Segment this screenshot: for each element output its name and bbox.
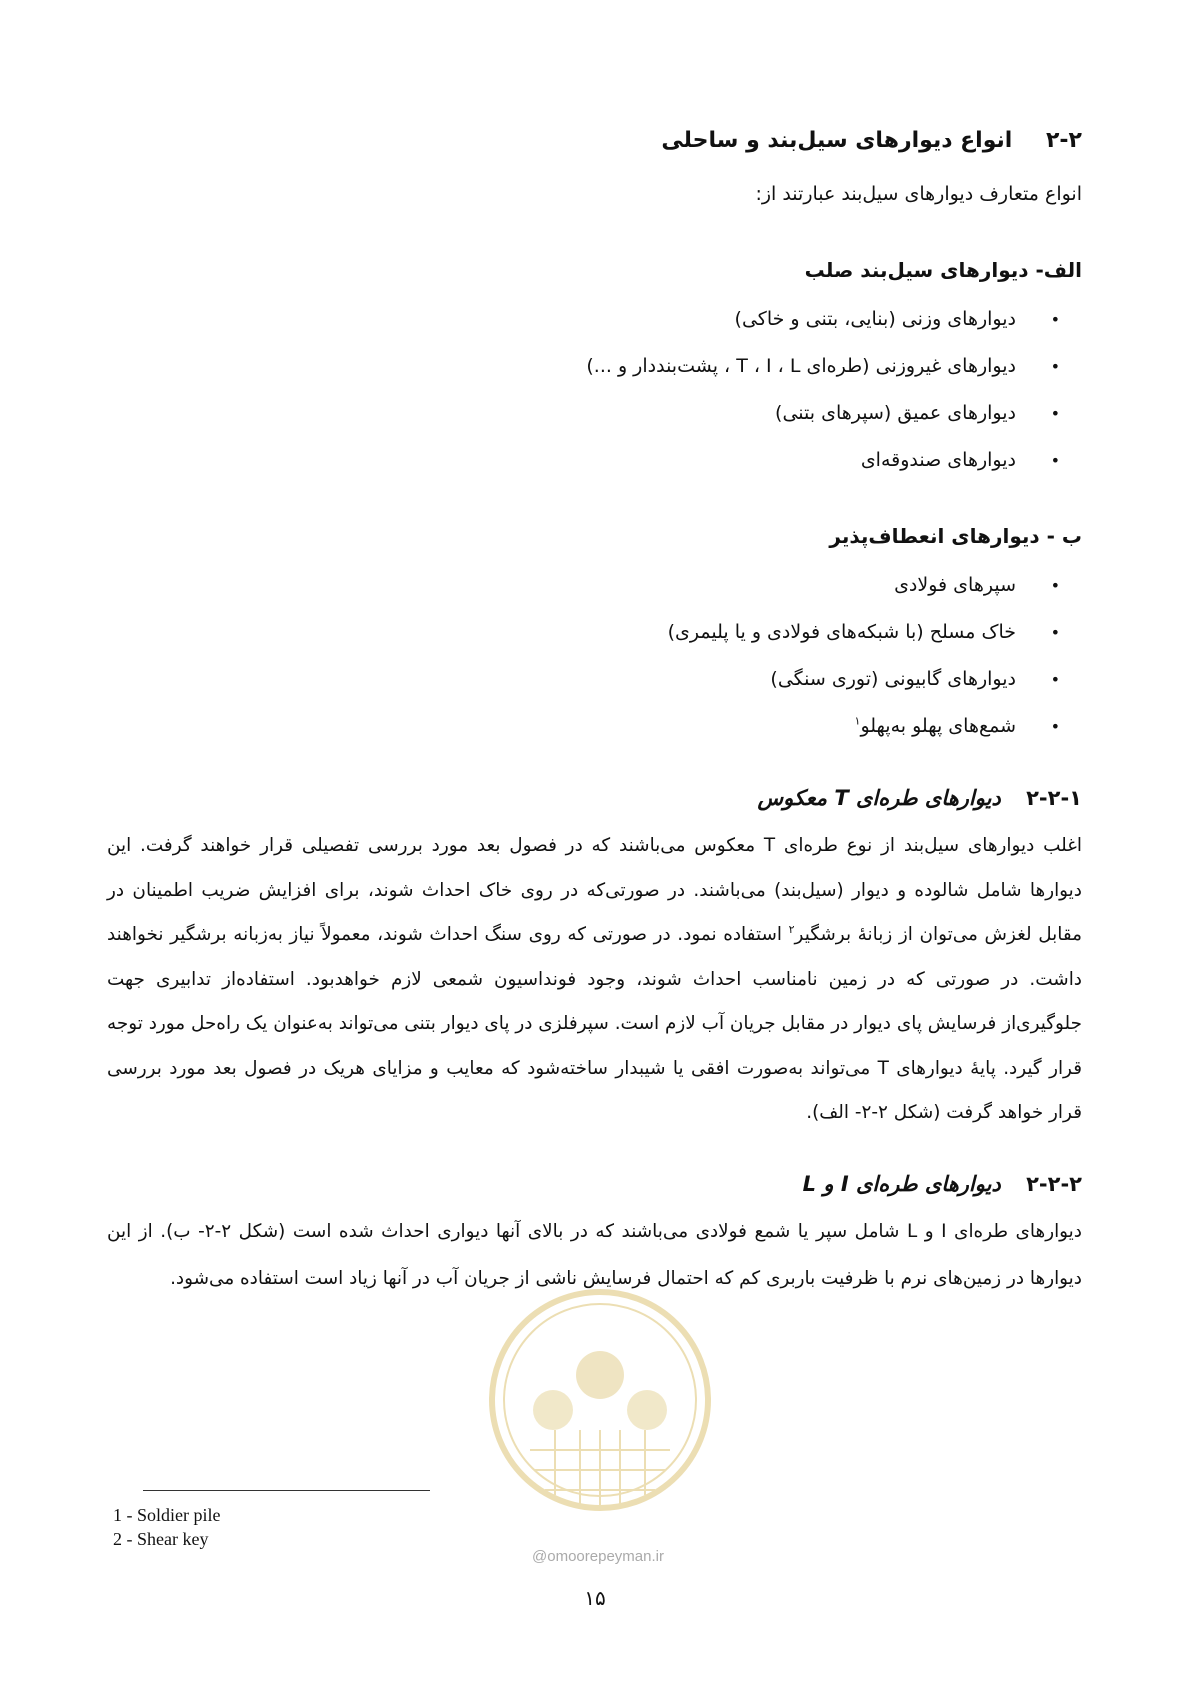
list-item	[180, 296, 1060, 343]
list-item-text: سپرهای فولادی	[894, 574, 1016, 596]
watermark-logo	[475, 1250, 725, 1550]
footnote-1: 1 - Soldier pile	[113, 1505, 221, 1525]
group-b-heading: ب - دیوارهای انعطاف‌پذیر	[829, 524, 1082, 548]
group-b-list	[180, 562, 1060, 750]
list-item	[180, 437, 1060, 484]
bullet-icon: •	[1050, 451, 1060, 470]
subsection-title: دیوارهای طره‌ای T معکوس	[757, 786, 1001, 810]
list-item-text: شمع‌های پهلو به‌پهلو	[860, 715, 1016, 737]
list-item	[180, 609, 1060, 656]
list-item	[180, 656, 1060, 703]
list-item	[180, 390, 1060, 437]
group-a-list	[180, 296, 1060, 484]
paragraph-text: استفاده نمود. در صورتی که روی سنگ احداث شوند، معمولاً نیاز به‌زبانه برشگیر نخواهند داشت. در صورتی که در زمین نامناسب احداث شوند، وجود فونداسیون شمعی لازم خواهدبود. استفاده‌از تدابیری جهت جلوگیری‌از فرسایش پای دیوار در مقابل جریان آب لازم است. سپرفلزی در پای دیوار بتنی می‌تواند به‌عنوان یک راه‌حل مورد توجه قرار گیرد. پایهٔ دیوارهای T می‌تواند به‌صورت افقی یا شیبدار ساخته‌شود که معایب و مزایای هریک در فصول بعد مورد بررسی قرار خواهد گرفت (شکل ۲-۲- الف).	[107, 924, 1082, 1123]
subsection-2-heading	[182, 1172, 1082, 1196]
footnote-ref: ۲	[788, 922, 795, 936]
bullet-icon: •	[1050, 357, 1060, 376]
bullet-icon: •	[1050, 310, 1060, 329]
section-title: انواع دیوارهای سیل‌بند و ساحلی	[661, 128, 1013, 153]
group-a-heading: الف- دیوارهای سیل‌بند صلب	[804, 258, 1082, 282]
footnote-2: 2 - Shear key	[113, 1529, 209, 1549]
subsection-1-heading	[182, 786, 1082, 810]
list-item-text: دیوارهای وزنی (بنایی، بتنی و خاکی)	[734, 308, 1016, 330]
bullet-icon: •	[1050, 576, 1060, 595]
subsection-2-paragraph: دیوارهای طره‌ای I و L شامل سپر یا شمع فولادی می‌باشند که در بالای آنها دیواری احداث شده است (شکل ۲-۲- ب). از این دیوارها در زمین‌های نرم با ظرفیت باربری کم که احتمال فرسایش ناشی از جریان آب در آنها زیاد است استفاده می‌شود.	[107, 1221, 1082, 1289]
section-intro: انواع متعارف دیوارهای سیل‌بند عبارتند از:	[755, 183, 1082, 205]
subsection-1-paragraph	[107, 824, 1082, 1136]
bullet-icon: •	[1050, 717, 1060, 736]
subsection-number: ۲-۲-۱	[1026, 786, 1082, 810]
page-number: ۱۵	[584, 1586, 606, 1610]
list-item	[180, 703, 1060, 750]
footnote-ref: ۱	[854, 714, 861, 728]
list-item-text: دیوارهای عمیق (سپرهای بتنی)	[775, 402, 1016, 424]
subsection-title: دیوارهای طره‌ای I و L	[802, 1172, 1001, 1196]
bullet-icon: •	[1050, 404, 1060, 423]
watermark-text: @omoorepeyman.ir	[532, 1548, 664, 1565]
footnote-divider	[143, 1490, 430, 1491]
section-heading	[382, 128, 1082, 153]
paragraph-text: اغلب دیوارهای سیل‌بند از نوع طره‌ای T معکوس می‌باشند که در فصول بعد مورد بررسی تفصیلی قرار خواهند گرفت. این دیوارها شامل شالوده و دیوار (سیل‌بند) می‌باشند. در صورتی‌که در روی خاک احداث شوند، برای افزایش ضریب اطمینان در مقابل لغزش می‌توان از زبانهٔ برشگیر	[107, 835, 1082, 945]
list-item	[180, 343, 1060, 390]
subsection-number: ۲-۲-۲	[1026, 1172, 1082, 1196]
list-item-text: خاک مسلح (با شبکه‌های فولادی و یا پلیمری)	[667, 621, 1016, 643]
bullet-icon: •	[1050, 670, 1060, 689]
list-item-text: دیوارهای گابیونی (توری سنگی)	[770, 668, 1016, 690]
bullet-icon: •	[1050, 623, 1060, 642]
list-item	[180, 562, 1060, 609]
list-item-text: دیوارهای صندوقه‌ای	[860, 449, 1016, 471]
list-item-text: دیوارهای غیروزنی (طره‌ای T ، I ، L ، پشت‌بنددار و ...)	[586, 355, 1016, 377]
section-number: ۲-۲	[1046, 128, 1082, 153]
